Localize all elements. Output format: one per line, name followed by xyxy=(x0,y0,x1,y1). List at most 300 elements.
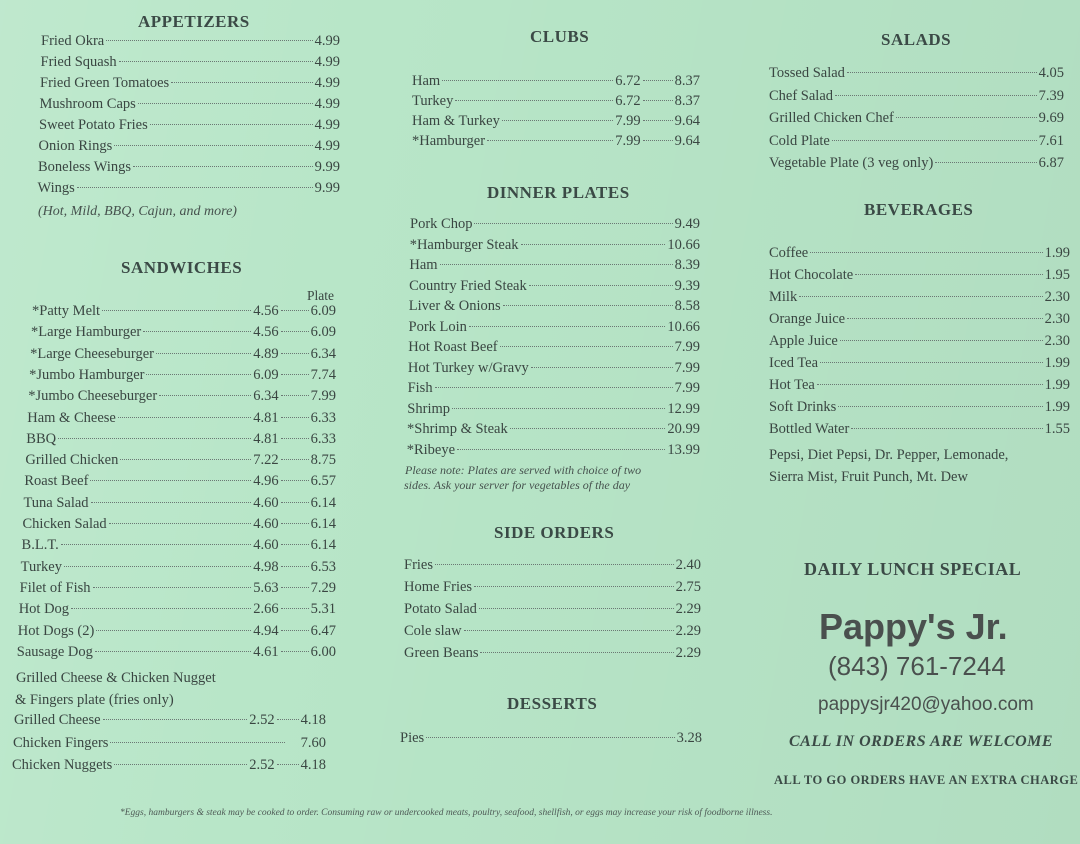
item-name: Fried Green Tomatoes xyxy=(40,75,170,91)
item-price: 2.52 xyxy=(249,712,275,728)
item-plate-price: 7.99 xyxy=(310,388,336,405)
item-name: *Hamburger Steak xyxy=(409,236,519,253)
dot-leader xyxy=(480,652,673,653)
item-price: 7.22 xyxy=(253,452,279,469)
menu-item-row xyxy=(769,333,1070,353)
item-name: Liver & Onions xyxy=(408,298,501,314)
item-price: 2.66 xyxy=(253,601,279,618)
item-name: Soft Drinks xyxy=(769,399,837,415)
menu-item-row xyxy=(41,54,341,74)
plate-column-label: Plate xyxy=(307,288,334,303)
item-name: Hot Dogs (2) xyxy=(17,622,95,639)
menu-item-row xyxy=(769,245,1070,265)
item-price: 7.99 xyxy=(674,380,700,396)
item-plate-price: 6.14 xyxy=(310,494,336,511)
item-name: Fried Squash xyxy=(40,54,117,70)
dinner-heading: DINNER PLATES xyxy=(487,183,630,202)
item-price: 5.63 xyxy=(253,579,279,596)
item-price: 4.94 xyxy=(253,622,279,639)
menu-item-row xyxy=(769,355,1070,375)
dot-leader xyxy=(847,318,1043,319)
item-name: *Large Hamburger xyxy=(31,324,142,341)
item-name: Home Fries xyxy=(404,579,473,595)
menu-item-row xyxy=(404,645,701,665)
item-plate-price: 8.37 xyxy=(674,93,700,109)
dot-leader xyxy=(102,310,251,311)
item-name: Ham & Turkey xyxy=(412,113,500,129)
item-plate-price: 6.00 xyxy=(310,643,336,660)
item-price: 2.30 xyxy=(1044,333,1070,349)
item-name: Pies xyxy=(400,730,425,746)
item-plate-price: 6.14 xyxy=(310,537,336,554)
item-name: Ham & Cheese xyxy=(27,409,116,426)
dot-leader xyxy=(64,566,251,567)
dot-leader xyxy=(840,340,1043,341)
menu-item-row xyxy=(18,623,336,643)
item-price: 9.99 xyxy=(314,159,340,175)
dot-leader xyxy=(835,95,1037,96)
item-price: 1.99 xyxy=(1044,355,1070,371)
item-price: 1.55 xyxy=(1044,421,1070,437)
dot-leader xyxy=(281,502,309,503)
dot-leader xyxy=(455,100,613,101)
menu-item-row xyxy=(408,339,700,359)
dot-leader xyxy=(109,523,252,524)
dot-leader xyxy=(133,166,313,167)
dot-leader xyxy=(643,80,673,81)
sandwiches-heading: SANDWICHES xyxy=(121,258,243,277)
item-price: 4.81 xyxy=(253,430,279,447)
appetizers-heading: APPETIZERS xyxy=(138,12,250,31)
item-price: 4.99 xyxy=(314,117,340,133)
item-price: 4.61 xyxy=(253,643,279,660)
item-name: Grilled Chicken Chef xyxy=(769,110,894,126)
item-price: 4.05 xyxy=(1038,65,1064,81)
item-price: 2.29 xyxy=(675,645,701,661)
menu-item-row xyxy=(404,579,701,599)
dot-leader xyxy=(159,395,251,396)
menu-item-row xyxy=(407,421,700,441)
dot-leader xyxy=(281,310,309,311)
item-price: 4.99 xyxy=(314,54,340,70)
item-price: 2.30 xyxy=(1044,311,1070,327)
item-plate-price: 6.14 xyxy=(310,516,336,532)
menu-item-row xyxy=(39,138,341,158)
menu-item-row xyxy=(40,96,341,116)
dot-leader xyxy=(851,428,1042,429)
dot-leader xyxy=(93,587,252,588)
menu-item-row xyxy=(404,557,701,577)
menu-item-row xyxy=(21,559,336,579)
dot-leader xyxy=(474,223,672,224)
item-name: Country Fried Steak xyxy=(409,277,527,294)
item-price: 9.39 xyxy=(674,277,700,294)
dot-leader xyxy=(281,353,309,354)
item-price: 4.99 xyxy=(314,138,340,154)
item-price: 3.28 xyxy=(676,730,702,746)
dot-leader xyxy=(281,480,309,481)
menu-item-row xyxy=(19,601,336,621)
appetizers-note: (Hot, Mild, BBQ, Cajun, and more) xyxy=(38,204,237,219)
menu-item-row xyxy=(769,421,1070,441)
item-price: 2.52 xyxy=(249,757,275,773)
dot-leader xyxy=(440,264,673,265)
dot-leader xyxy=(457,449,665,450)
item-plate-price: 6.57 xyxy=(310,473,336,490)
item-name: Ham xyxy=(412,73,441,89)
item-price: 4.99 xyxy=(314,75,340,91)
dot-leader xyxy=(96,630,251,631)
menu-item-row xyxy=(30,346,336,366)
item-plate-price: 4.18 xyxy=(300,712,326,728)
item-price: 1.99 xyxy=(1044,377,1070,393)
item-name: *Patty Melt xyxy=(32,303,101,319)
item-price: 1.99 xyxy=(1044,399,1070,415)
menu-item-row xyxy=(26,431,336,451)
menu-item-row xyxy=(769,110,1064,130)
item-price: 6.72 xyxy=(615,93,641,109)
daily-special-heading: DAILY LUNCH SPECIAL xyxy=(804,559,1022,579)
item-name: Boneless Wings xyxy=(38,159,131,175)
item-price: 7.99 xyxy=(615,113,641,129)
dot-leader xyxy=(281,395,309,396)
clubs-heading: CLUBS xyxy=(530,27,590,46)
dot-leader xyxy=(799,296,1042,297)
dot-leader xyxy=(281,608,309,609)
item-name: Fried Okra xyxy=(41,33,105,49)
item-price: 7.99 xyxy=(674,359,700,376)
item-name: Bottled Water xyxy=(769,421,850,437)
item-plate-price: 6.34 xyxy=(310,345,336,362)
menu-item-row xyxy=(400,730,702,750)
dot-leader xyxy=(935,162,1036,163)
brand-name: Pappy's Jr. xyxy=(819,606,1008,647)
item-price: 9.49 xyxy=(674,216,700,232)
dot-leader xyxy=(150,124,313,125)
email-address[interactable]: pappysjr420@yahoo.com xyxy=(818,694,1034,715)
item-name: Grilled Chicken xyxy=(25,452,119,469)
menu-item-row xyxy=(412,133,700,153)
dot-leader xyxy=(435,564,674,565)
menu-item-row xyxy=(38,180,341,200)
item-price: 2.40 xyxy=(675,557,701,573)
dot-leader xyxy=(91,502,252,503)
item-name: Pork Loin xyxy=(408,318,467,335)
item-name: Hot Dog xyxy=(18,601,70,618)
dot-leader xyxy=(487,140,613,141)
item-price: 1.99 xyxy=(1044,245,1070,261)
item-name: *Shrimp & Steak xyxy=(407,421,508,437)
combo-line-1: Grilled Cheese & Chicken Nugget xyxy=(16,670,216,686)
item-name: Chef Salad xyxy=(769,87,834,104)
item-name: Hot Tea xyxy=(769,377,815,393)
dot-leader xyxy=(855,274,1042,275)
dot-leader xyxy=(832,140,1037,141)
item-plate-price: 7.29 xyxy=(310,579,336,596)
dot-leader xyxy=(810,252,1042,253)
item-name: Wings xyxy=(37,180,75,196)
dot-leader xyxy=(469,326,665,327)
dot-leader xyxy=(452,408,665,409)
menu-item-row xyxy=(41,33,340,53)
item-price: 6.34 xyxy=(253,388,279,405)
item-name: Hot Chocolate xyxy=(769,267,854,283)
item-name: Green Beans xyxy=(404,645,479,661)
item-price: 4.99 xyxy=(314,33,340,49)
item-name: BBQ xyxy=(26,430,57,447)
call-in-notice: CALL IN ORDERS ARE WELCOME xyxy=(789,733,1054,750)
item-price: 4.56 xyxy=(253,324,279,341)
menu-item-row xyxy=(23,495,336,515)
item-price: 4.60 xyxy=(253,516,279,532)
item-name: Vegetable Plate (3 veg only) xyxy=(769,155,934,171)
item-name: B.L.T. xyxy=(21,537,59,554)
item-name: Iced Tea xyxy=(769,355,819,371)
item-name: *Jumbo Hamburger xyxy=(29,366,145,383)
dot-leader xyxy=(281,651,309,652)
dot-leader xyxy=(277,764,299,765)
sodas-line-2: Sierra Mist, Fruit Punch, Mt. Dew xyxy=(769,469,968,485)
sides-heading: SIDE ORDERS xyxy=(494,523,615,542)
item-price: 10.66 xyxy=(667,318,700,335)
item-price: 4.98 xyxy=(253,558,279,575)
item-name: Hot Turkey w/Gravy xyxy=(407,359,529,376)
menu-item-row xyxy=(14,712,326,732)
menu-item-row xyxy=(40,75,340,95)
item-price: 2.75 xyxy=(675,579,701,595)
dot-leader xyxy=(531,367,673,368)
dot-leader xyxy=(281,331,309,332)
dot-leader xyxy=(281,587,309,588)
item-plate-price: 7.74 xyxy=(310,366,336,383)
menu-item-row xyxy=(404,623,701,643)
menu-item-row xyxy=(31,324,336,344)
menu-item-row xyxy=(12,757,326,777)
dot-leader xyxy=(521,244,666,245)
item-price: 4.56 xyxy=(253,303,279,319)
item-name: Apple Juice xyxy=(769,333,838,349)
menu-item-row xyxy=(769,289,1070,309)
dot-leader xyxy=(103,719,248,720)
item-plate-price: 9.64 xyxy=(674,113,700,129)
dot-leader xyxy=(146,374,251,375)
menu-item-row xyxy=(409,257,700,277)
dot-leader xyxy=(114,764,247,765)
menu-item-row xyxy=(24,473,336,493)
dot-leader xyxy=(281,459,309,460)
item-name: Cold Plate xyxy=(769,132,830,149)
item-name: Fries xyxy=(404,557,433,573)
item-name: Turkey xyxy=(412,93,454,109)
item-plate-price: 6.33 xyxy=(310,409,336,426)
dot-leader xyxy=(281,374,309,375)
menu-item-row xyxy=(412,113,700,133)
item-name: Sweet Potato Fries xyxy=(39,117,148,133)
item-price: 7.39 xyxy=(1038,87,1064,104)
item-name: Pork Chop xyxy=(410,216,473,232)
item-price: 9.69 xyxy=(1038,110,1064,126)
dot-leader xyxy=(643,140,673,141)
item-plate-price: 7.60 xyxy=(300,734,326,751)
item-name: Chicken Fingers xyxy=(13,734,109,751)
item-plate-price: 6.09 xyxy=(310,324,336,341)
dot-leader xyxy=(119,61,313,62)
item-price: 20.99 xyxy=(667,421,700,437)
item-name: *Large Cheeseburger xyxy=(30,345,154,362)
item-plate-price: 8.37 xyxy=(674,73,700,89)
menu-item-row xyxy=(17,644,336,664)
desserts-heading: DESSERTS xyxy=(507,694,598,713)
item-name: *Hamburger xyxy=(412,133,486,149)
item-name: Sausage Dog xyxy=(16,643,93,660)
item-name: Grilled Cheese xyxy=(14,712,101,728)
item-price: 4.81 xyxy=(253,409,279,426)
item-price: 9.99 xyxy=(314,180,340,196)
item-price: 6.87 xyxy=(1038,155,1064,171)
dot-leader xyxy=(277,719,299,720)
item-name: Shrimp xyxy=(407,400,450,417)
item-plate-price: 6.09 xyxy=(310,303,336,319)
dot-leader xyxy=(61,544,252,545)
item-price: 6.09 xyxy=(253,366,279,383)
item-plate-price: 4.18 xyxy=(300,757,326,773)
item-price: 4.60 xyxy=(253,494,279,511)
menu-item-row xyxy=(769,133,1064,153)
menu-item-row xyxy=(410,237,700,257)
menu-item-row xyxy=(409,298,700,318)
item-name: *Jumbo Cheeseburger xyxy=(28,388,158,405)
item-name: Turkey xyxy=(20,558,62,575)
item-name: Coffee xyxy=(769,245,809,261)
dot-leader xyxy=(500,346,673,347)
menu-item-row xyxy=(408,380,700,400)
item-name: Chicken Salad xyxy=(22,516,107,532)
dot-leader xyxy=(643,120,673,121)
item-plate-price: 8.75 xyxy=(310,452,336,469)
item-price: 7.61 xyxy=(1038,132,1064,149)
menu-item-row xyxy=(22,537,336,557)
item-price: 8.39 xyxy=(674,257,700,273)
menu-item-row xyxy=(407,442,700,462)
item-price: 10.66 xyxy=(667,236,700,253)
dot-leader xyxy=(426,737,674,738)
dot-leader xyxy=(479,608,674,609)
menu-item-row xyxy=(769,399,1070,419)
dot-leader xyxy=(435,387,673,388)
dot-leader xyxy=(118,417,251,418)
menu-item-row xyxy=(32,303,336,323)
dot-leader xyxy=(502,120,613,121)
item-name: *Ribeye xyxy=(406,441,456,458)
item-price: 4.99 xyxy=(314,96,340,112)
menu-item-row xyxy=(409,319,701,339)
dot-leader xyxy=(171,82,312,83)
dot-leader xyxy=(114,145,312,146)
dot-leader xyxy=(510,428,666,429)
item-name: Orange Juice xyxy=(769,311,846,327)
item-price: 2.30 xyxy=(1044,289,1070,305)
dot-leader xyxy=(110,742,284,743)
dot-leader xyxy=(281,544,309,545)
item-plate-price: 5.31 xyxy=(310,601,336,618)
menu-item-row xyxy=(769,267,1070,287)
dot-leader xyxy=(281,523,309,524)
item-price: 6.72 xyxy=(615,73,641,89)
dinner-note-2: sides. Ask your server for vegetables of the day xyxy=(404,478,631,492)
menu-item-row xyxy=(20,580,336,600)
dinner-note-1: Please note: Plates are served with choice of two xyxy=(405,463,642,477)
item-price: 4.60 xyxy=(253,537,279,554)
item-price: 2.29 xyxy=(675,601,701,617)
dot-leader xyxy=(71,608,251,609)
menu-item-row xyxy=(29,367,336,387)
item-name: Roast Beef xyxy=(24,473,89,490)
salads-heading: SALADS xyxy=(881,30,952,49)
item-plate-price: 9.64 xyxy=(674,133,700,149)
menu-item-row xyxy=(28,388,336,408)
menu-item-row xyxy=(25,452,336,472)
menu-item-row xyxy=(769,311,1070,331)
menu-item-row xyxy=(769,377,1070,397)
item-price: 7.99 xyxy=(674,339,700,355)
item-name: Fish xyxy=(407,380,433,396)
dot-leader xyxy=(896,117,1037,118)
menu-item-row xyxy=(409,278,700,298)
menu-item-row xyxy=(39,117,340,137)
dot-leader xyxy=(106,40,312,41)
item-name: Mushroom Caps xyxy=(39,96,136,112)
dot-leader xyxy=(95,651,251,652)
dot-leader xyxy=(464,630,674,631)
item-name: Cole slaw xyxy=(404,623,462,639)
menu-item-row xyxy=(412,93,700,113)
menu-item-row xyxy=(13,735,326,755)
phone-number: (843) 761-7244 xyxy=(828,651,1006,681)
menu-item-row xyxy=(404,601,701,621)
item-price: 1.95 xyxy=(1044,267,1070,283)
menu-item-row xyxy=(38,159,340,179)
item-price: 13.99 xyxy=(667,441,700,458)
dot-leader xyxy=(820,362,1043,363)
item-name: Hot Roast Beef xyxy=(408,339,498,355)
menu-item-row xyxy=(407,401,700,421)
dot-leader xyxy=(138,103,313,104)
item-price: 8.58 xyxy=(674,298,700,314)
dot-leader xyxy=(847,72,1037,73)
item-price: 2.29 xyxy=(675,623,701,639)
dot-leader xyxy=(529,285,673,286)
dot-leader xyxy=(58,438,251,439)
dot-leader xyxy=(281,630,309,631)
dot-leader xyxy=(503,305,673,306)
dot-leader xyxy=(90,480,251,481)
menu-item-row xyxy=(769,155,1064,175)
menu-item-row xyxy=(408,360,700,380)
to-go-notice: ALL TO GO ORDERS HAVE AN EXTRA CHARGE xyxy=(774,773,1079,787)
item-name: Ham xyxy=(409,257,438,273)
menu-item-row xyxy=(412,73,700,93)
item-name: Potato Salad xyxy=(404,601,477,617)
item-price: 12.99 xyxy=(667,400,700,417)
dot-leader xyxy=(817,384,1043,385)
item-price: 4.89 xyxy=(253,345,279,362)
combo-line-2: & Fingers plate (fries only) xyxy=(15,692,174,708)
sodas-line-1: Pepsi, Diet Pepsi, Dr. Pepper, Lemonade, xyxy=(769,447,1009,463)
item-plate-price: 6.33 xyxy=(310,430,336,447)
item-plate-price: 6.47 xyxy=(310,622,336,639)
dot-leader xyxy=(838,406,1042,407)
item-name: Tossed Salad xyxy=(769,65,845,81)
